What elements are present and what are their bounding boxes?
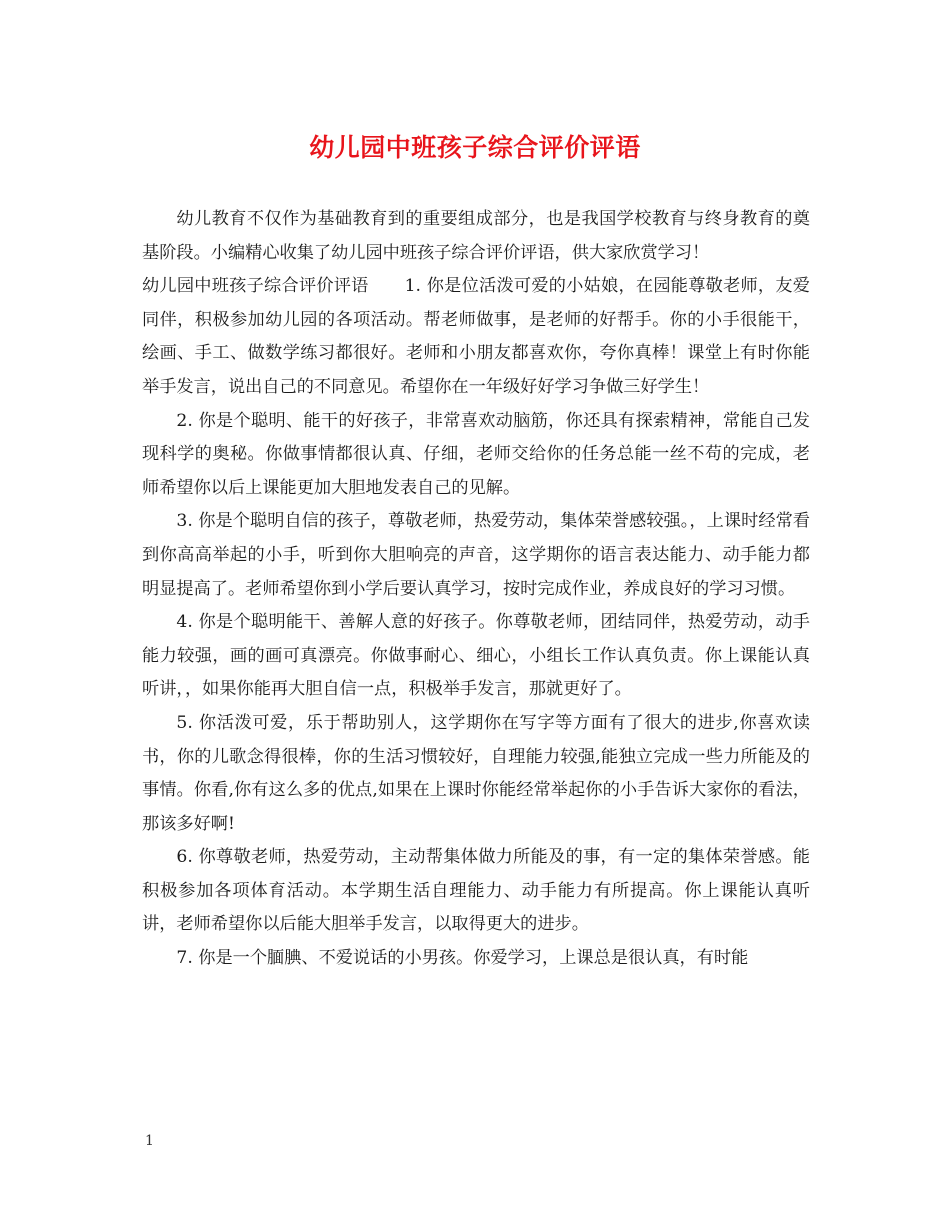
comment-paragraph-5	[142, 707, 810, 841]
comment-paragraph-7	[142, 942, 810, 976]
comment-paragraph-2	[142, 405, 810, 506]
comment-text-4: 4. 你是个聪明能干、善解人意的好孩子。你尊敬老师，团结同伴，热爱劳动，动手能力较强，画的画可真漂亮。你做事耐心、细心，小组长工作认真负责。你上课能认真听讲，，如果你能再大胆自信一点，积极举手发言，那就更好了。	[142, 612, 810, 700]
intro-text: 幼儿教育不仅作为基础教育到的重要组成部分，也是我国学校教育与终身教育的奠基阶段。小编精心收集了幼儿园中班孩子综合评价评语，供大家欣赏学习！	[142, 209, 810, 263]
comment-paragraph-3	[142, 505, 810, 606]
comment-text-3: 3. 你是个聪明自信的孩子，尊敬老师，热爱劳动，集体荣誉感较强。，上课时经常看到你高高举起的小手，听到你大胆响亮的声音，这学期你的语言表达能力、动手能力都明显提高了。老师希望你到小学后要认真学习，按时完成作业，养成良好的学习习惯。	[142, 511, 810, 599]
comment-text-7: 7. 你是一个腼腆、不爱说话的小男孩。你爱学习，上课总是很认真，有时能	[176, 948, 749, 969]
page-number: 1	[145, 1133, 154, 1149]
intro-paragraph	[142, 203, 810, 270]
comment-text-5: 5. 你活泼可爱，乐于帮助别人，这学期你在写字等方面有了很大的进步,你喜欢读书，你的儿歌念得很棒，你的生活习惯较好，自理能力较强,能独立完成一些力所能及的事情。你看,你有这么多的优点,如果在上课时你能经常举起你的小手告诉大家你的看法，那该多好啊!	[142, 712, 810, 834]
comment-text-6: 6. 你尊敬老师，热爱劳动，主动帮集体做力所能及的事，有一定的集体荣誉感。能积极参加各项体育活动。本学期生活自理能力、动手能力有所提高。你上课能认真听讲，老师希望你以后能大胆举手发言，以取得更大的进步。	[142, 847, 810, 935]
subheading: 幼儿园中班孩子综合评价评语	[142, 276, 369, 297]
document-title: 幼儿园中班孩子综合评价评语	[309, 133, 641, 162]
comment-text-1: 1. 你是位活泼可爱的小姑娘，在园能尊敬老师，友爱同伴，积极参加幼儿园的各项活动。帮老师做事，是老师的好帮手。你的小手很能干，绘画、手工、做数学练习都很好。老师和小朋友都喜欢你，夸你真棒！课堂上有时你能举手发言，说出自己的不同意见。希望你在一年级好好学习争做三好学生！	[142, 276, 810, 397]
document-body	[142, 203, 810, 976]
comment-text-2: 2. 你是个聪明、能干的好孩子，非常喜欢动脑筋，你还具有探索精神，常能自己发现科学的奥秘。你做事情都很认真、仔细，老师交给你的任务总能一丝不苟的完成，老师希望你以后上课能更加大胆地发表自己的见解。	[142, 410, 810, 498]
comment-paragraph-4	[142, 606, 810, 707]
comment-paragraph-1	[142, 270, 810, 404]
comment-paragraph-6	[142, 841, 810, 942]
